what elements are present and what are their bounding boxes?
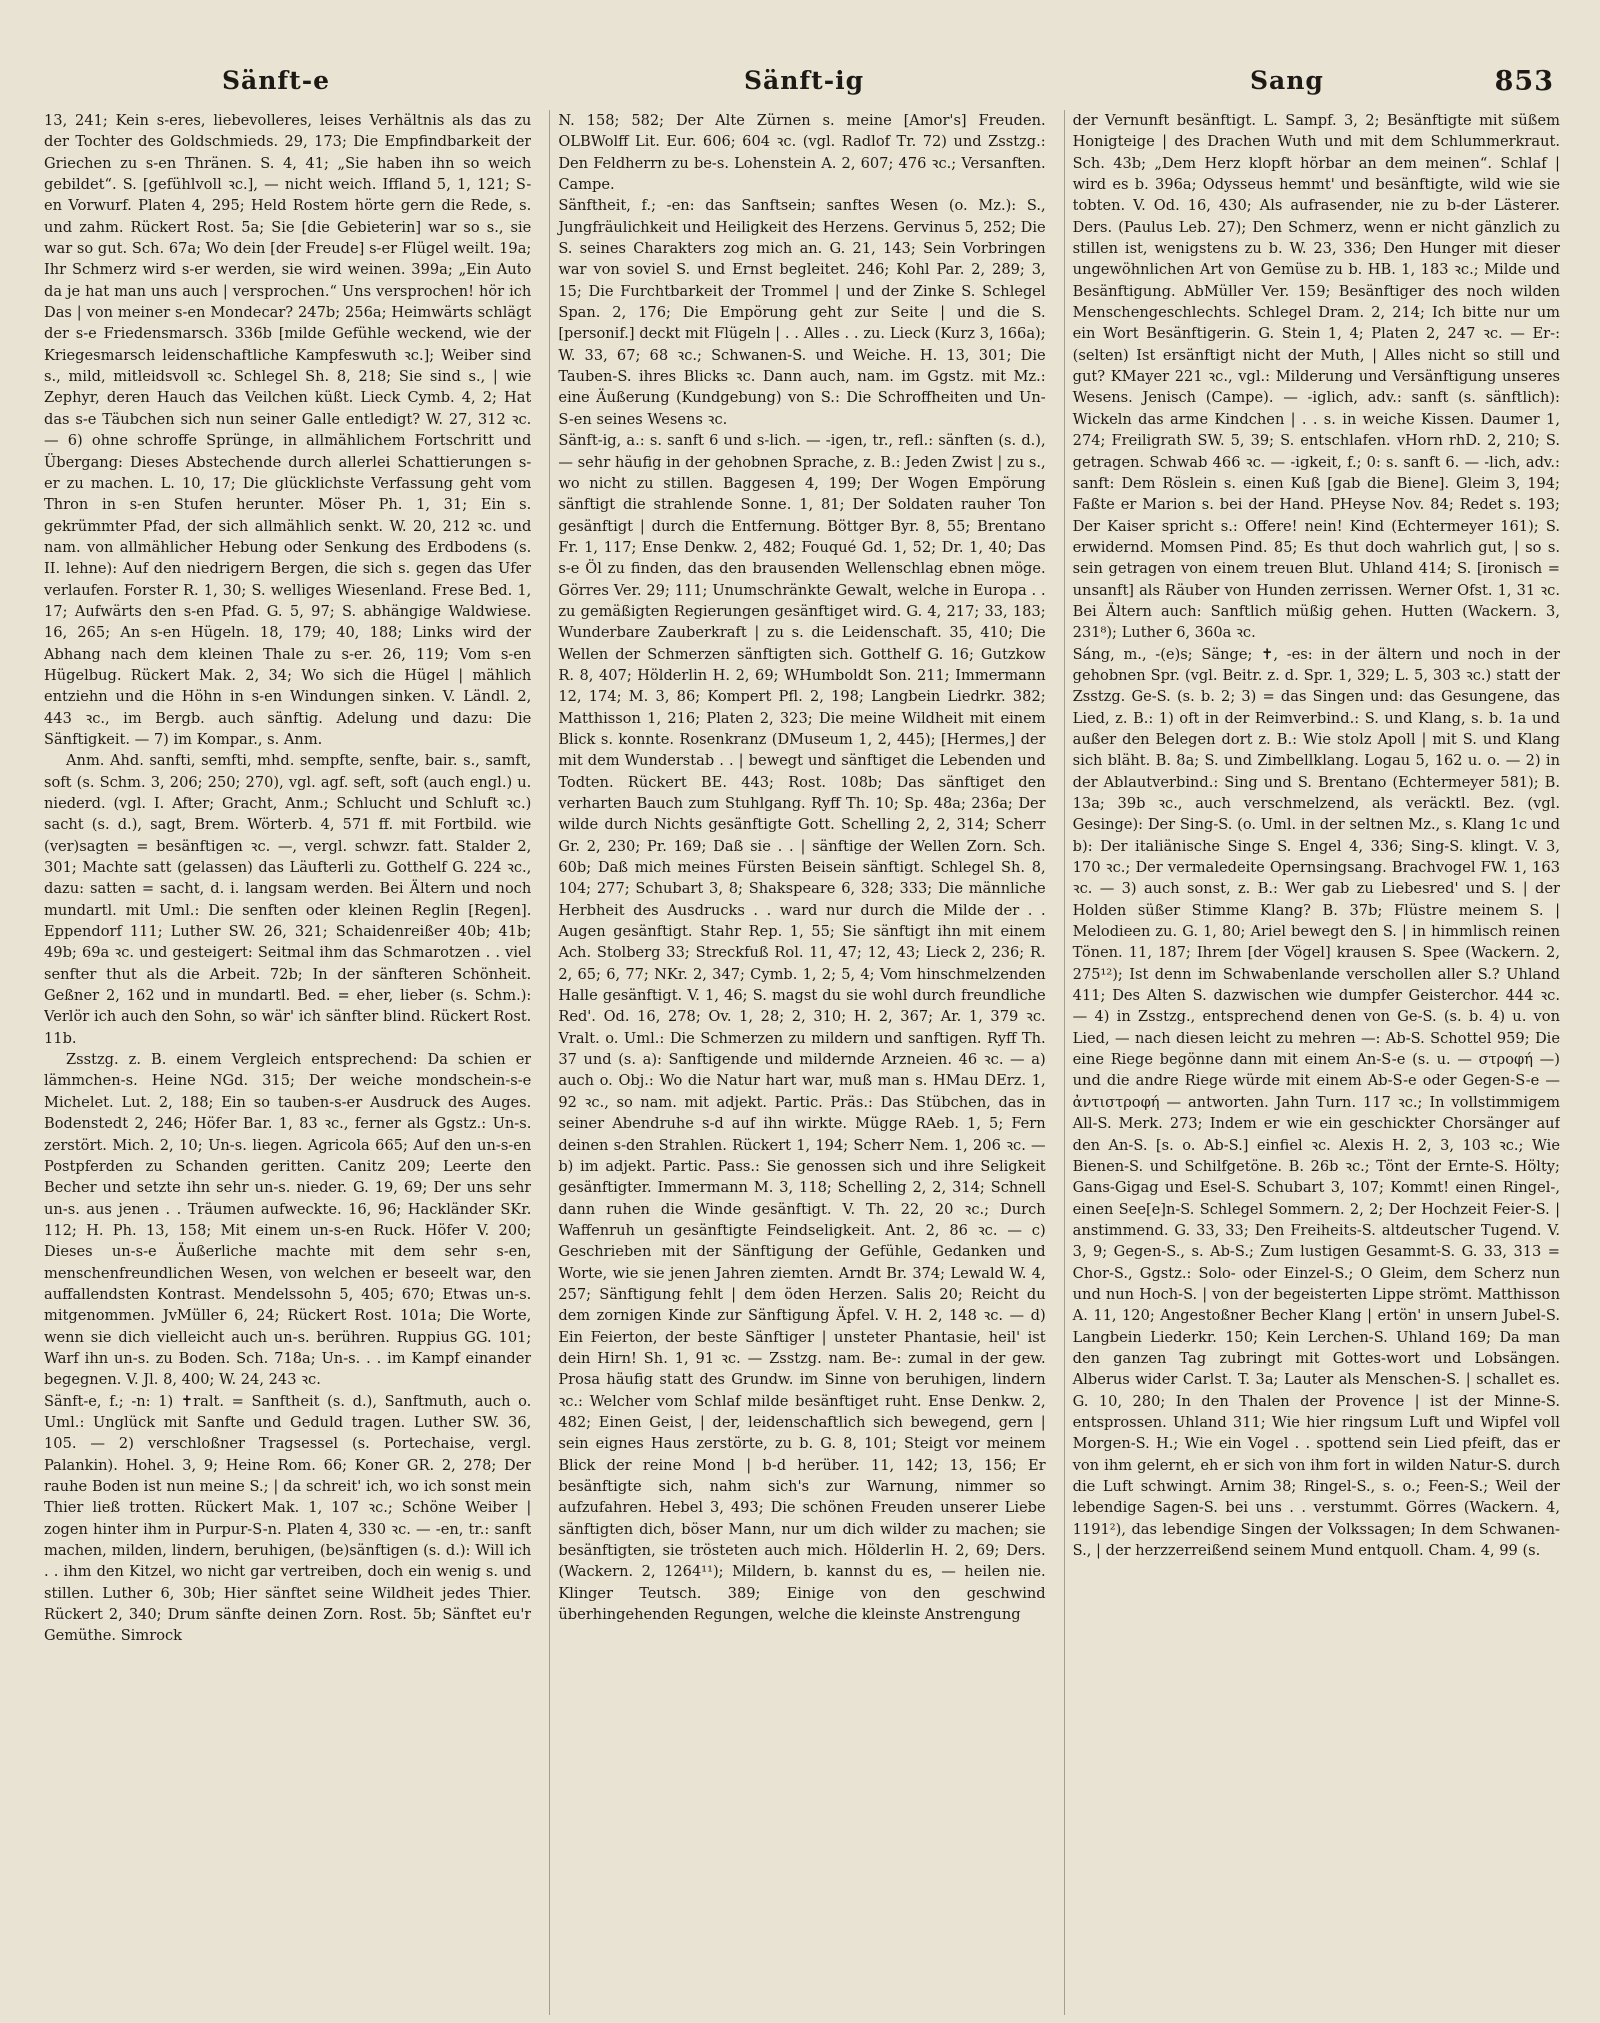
entry-paragraph: Sänft-e, f.; -n: 1) ✝ralt. = Sanftheit (s. d.), Sanftmuth, auch o. Uml.: Unglück mit Sanfte und Geduld tragen. Luther SW. 36, 105. — 2) verschloßner Tragsessel (s. Portechaise, vergl. Palankin). Hohel. 3, 9; Heine Rom. 66; Koner GR. 2, 278; Der rauhe Boden ist nun meine S.; | da schreit' ich, wo ich sonst mein Thier ließ trotten. Rückert Mak. 1, 107 ꝛc.; Schöne Weiber | zogen hinter ihm in Purpur-S-n. Platen 4, 330 ꝛc. — -en, tr.: sanft machen, milden, lindern, beruhigen, (be)sänftigen (s. d.): Will ich . . ihm den Kitzel, wo nicht gar vertreiben, doch ein wenig s. und stillen. Luther 6, 30b; Hier sänftet seine Wildheit jedes Thier. Rückert 2, 340; Drum sänfte deinen Zorn. Rost. 5b; Sänftet eu'r Gemüthe. Simrock (44, 1392, 532, 1645)
page-number: 853 (1494, 66, 1554, 97)
running-header (44, 58, 1560, 108)
entry-paragraph: Sáng, m., -(e)s; Sänge; ✝, -es: in der ältern und noch in der gehobnen Spr. (vgl. Beitr. z. d. Spr. 1, 329; L. 5, 303 ꝛc.) statt der Zsstzg. Ge-S. (s. b. 2; 3) = das Singen und: das Gesungene, das Lied, z. B.: 1) oft in der Reimverbind.: S. und Klang, s. b. 1a und außer den Belegen dort z. B.: Wie stolz Apoll | mit S. und Klang sich bläht. B. 8a; S. und Zimbellklang. Logau 5, 162 u. o. — 2) in der Ablautverbind.: Sing und S. Brentano (Echtermeyer 581); B. 13a; 39b ꝛc., auch verschmelzend, als veräcktl. Bez. (vgl. Gesinge): Der Sing-S. (o. Uml. in der seltnen Mz., s. Klang 1c und b): Der italiänische Singe S. Engel 4, 336; Sing-S. klingt. V. 3, 170 ꝛc.; Der vermaledeite Opernsingsang. Brachvogel FW. 1, 163 ꝛc. — 3) auch sonst, z. B.: Wer gab zu Liebesred' und S. | der Holden süßer Stimme Klang? B. 37b; Flüstre meinem S. | Melodieen zu. G. 1, 80; Ariel bewegt den S. | in himmlisch reinen Tönen. 11, 187; Ihrem [der Vögel] krausen S. Spee (Wackern. 2, 275¹²); Ist denn im Schwabenlande verschollen aller S.? Uhland 411; Des Alten S. dazwischen wie dumpfer Geisterchor. 444 ꝛc. — 4) in Zsstzg., entsprechend denen von Ge-S. (s. b. 4) u. von Lied, — nach diesen leicht zu mehren —: Ab-S. Schottel 959; Die eine Riege begönne dann mit einem An-S-e (s. u. — στροφή —) und die andre Riege würde mit einem Ab-S-e oder Gegen-S-e — ἀντιστροφή — antworten. Jahn Turn. 117 ꝛc.; In vollstimmigem All-S. Merk. 273; Indem er wie ein geschickter Chorsänger auf den An-S. [s. o. Ab-S.] einfiel ꝛc. Alexis H. 2, 3, 103 ꝛc.; Wie Bienen-S. und Schilfgetöne. B. 26b ꝛc.; Tönt der Ernte-S. Hölty; Gans-Gigag und Esel-S. Schubart 3, 107; Kommt! einen Ringel-, einen See[e]n-S. Schlegel Sommern. 2, 2; Der Hochzeit Feier-S. | anstimmend. G. 33, 33; Den Freiheits-S. altdeutscher Tugend. V. 3, 9; Gegen-S., s. Ab-S.; Zum lustigen Gesammt-S. G. 33, 313 = Chor-S., Ggstz.: Solo- oder Einzel-S.; O Gleim, dem Scherz nun und nun Hoch-S. | von der begeisterten Lippe strömt. Matthisson A. 11, 120; Angestoßner Becher Klang | ertön' in unsern Jubel-S. Langbein Liederkr. 150; Kein Lerchen-S. Uhland 169; Da man den ganzen Tag zubringt mit Gottes-wort und Lobsängen. Alberus wider Carlst. T. 3a; Lauter als Menschen-S. | schallet es. G. 10, 280; In den Thalen der Provence | ist der Minne-S. entsprossen. Uhland 311; Wie hier ringsum Luft und Wipfel voll Morgen-S. H.; Wie ein Vogel . . spottend sein Lied pfeift, das er von ihm gelernt, eh er sich von ihm fort in wilden Natur-S. durch die Luft schwingt. Arnim 38; Ringel-S., s. o.; Feen-S.; Weil der lebendige Sagen-S. bei uns . . verstummt. Görres (Wackern. 4, 1191²), das lebendige Singen der Volkssagen; In dem Schwanen-S., | der herzzerreißend seinem Mund entquoll. Cham. 4, 99 (s. (1072, 645, 1560, 1560)
compound-paragraph: Zsstzg. z. B. einem Vergleich entsprechend: Da schien er lämmchen-s. Heine NGd. 315; Der weiche mondschein-s-e Michelet. Lut. 2, 188; Ein so tauben-s-er Ausdruck des Auges. Bodenstedt 2, 246; Höfer Bar. 1, 83 ꝛc., ferner als Ggstz.: Un-s. zerstört. Mich. 2, 10; Un-s. liegen. Agricola 665; Auf den un-s-en Postpferden zu Schanden geritten. Canitz 209; Leerte den Becher und setzte ihn sehr un-s. nieder. G. 19, 69; Der uns sehr un-s. aus jenen . . Träumen aufweckte. 16, 96; Hackländer SKr. 112; H. Ph. 13, 158; Mit einem un-s-en Ruck. Höfer V. 200; Dieses un-s-e Äußerliche machte mit dem sehr s-en, menschenfreundlichen Wesen, von welchen er beseelt war, den auffallendsten Kontrast. Mendelssohn 5, 405; 670; Etwas un-s. mitgenommen. JvMüller 6, 24; Rückert Rost. 101a; Die Worte, wenn sie dich vielleicht auch un-s. berühren. Ruppius GG. 101; Warf ihn un-s. zu Boden. Sch. 718a; Un-s. . . im Kampf einander begegnen. V. Jl. 8, 400; W. 24, 243 ꝛc. (44, 1051, 532, 1389)
entry-paragraph: Sänft-ig, a.: s. sanft 6 und s-lich. — -igen, tr., refl.: sänften (s. d.), — sehr häufig in der gehobnen Sprache, z. B.: Jeden Zwist | zu s., wo nicht zu stillen. Baggesen 4, 199; Der Wogen Empörung sänftigt die strahlende Sonne. 1, 81; Der Soldaten rauher Ton gesänftigt | durch die Entfernung. Böttger Byr. 8, 55; Brentano Fr. 1, 117; Ense Denkw. 2, 482; Fouqué Gd. 1, 52; Dr. 1, 40; Das s-e Öl zu finden, das den brausenden Wellenschlag ebnen möge. Görres Ver. 29; 111; Unumschränkte Gewalt, welche in Europa . . zu gemäßigten Regierungen gesänftiget wird. G. 4, 217; 33, 183; Wunderbare Zauberkraft | zu s. die Leidenschaft. 35, 410; Die Wellen der Schmerzen sänftigten sich. Gotthelf G. 16; Gutzkow R. 8, 407; Hölderlin H. 2, 69; WHumboldt Son. 211; Immermann 12, 174; M. 3, 86; Kompert Pfl. 2, 198; Langbein Liedrkr. 382; Matthisson 1, 216; Platen 2, 323; Die meine Wildheit mit einem Blick s. konnte. Rosenkranz (DMuseum 1, 2, 445); [Hermes,] der mit dem Wunderstab . . | bewegt und sänftiget die Lebenden und Todten. Rückert BE. 443; Rost. 108b; Das sänftiget den verharten Bauch zum Stuhlgang. Ryff Th. 10; Sp. 48a; 236a; Der wilde durch Nichts gesänftigte Gott. Schelling 2, 2, 314; Scherr Gr. 2, 230; Pr. 169; Daß sie . . | sänftige der Wellen Zorn. Sch. 60b; Daß mich meines Fürsten Beisein sänftigt. Schlegel Sh. 8, 104; 277; Schubart 3, 8; Shakspeare 6, 328; 333; Die männliche Herbheit des Ausdrucks . . ward nur durch die Milde der . . Augen gesänftigt. Stahr Rep. 1, 55; Sie sänftigt ihn mit einem Ach. Stolberg 33; Streckfuß Rol. 11, 47; 12, 43; Lieck 2, 236; R. 2, 65; 6, 77; NKr. 2, 347; Cymb. 1, 2; 5, 4; Vom hinschmelzenden Halle gesänftigt. V. 1, 46; S. magst du sie wohl durch freundliche Red'. Od. 16, 278; Ov. 1, 28; 2, 310; H. 2, 367; Ar. 1, 379 ꝛc. Vralt. o. Uml.: Die Schmerzen zu mildern und sanftigen. Ryff Th. 37 und (s. a): Sanftigende und mildernde Arzneien. 46 ꝛc. — a) auch o. Obj.: Wo die Natur hart war, muß man s. HMau DErz. 1, 92 ꝛc., so nam. mit adjekt. Partic. Präs.: Das Stübchen, das in seiner Abendruhe s-d auf ihn wirkte. Mügge RAeb. 1, 5; Fern deinen s-den Strahlen. Rückert 1, 194; Scherr Nem. 1, 206 ꝛc. — b) im adjekt. Partic. Pass.: Sie genossen sich und ihre Seligkeit gesänftigter. Immermann M. 3, 118; Schelling 2, 2, 314; Schnell dann ruhen die Winde gesänftigt. V. Th. 22, 20 ꝛc.; Durch Waffenruh un gesänftigte Feindseligkeit. Ant. 2, 86 ꝛc. — c) Geschrieben mit der Sänftigung der Gefühle, Gedanken und Worte, wie sie jenen Jahren ziemten. Arndt Br. 374; Lewald W. 4, 257; Sänftigung fehlt | dem öden Herzen. Salis 20; Reicht du dem zornigen Kinde zur Sänftigung Äpfel. V. H. 2, 148 ꝛc. — d) Ein Feierton, der beste Sänftiger | unsteter Phantasie, heil' ist dein Hirn! Sh. 1, 91 ꝛc. — Zsstzg. nam. Be-: zumal in der gew. Prosa häufig statt des Grundw. im Sinne von beruhigen, lindern ꝛc.: Welcher vom Schlaf milde besänftiget ruht. Ense Denkw. 2, 482; Einen Geist, | der, leidenschaftlich sich bewegend, gern | sein eignes Haus zerstörte, zu b. G. 8, 101; Steigt vor meinem Blick der reine Mond | b-d herüber. 11, 142; 13, 156; Er besänftigte sich, nahm sich's zur Warnung, nimmer so aufzufahren. Hebel 3, 493; Die schönen Freuden unserer Liebe sänftigten dich, böser Mann, nur um dich wilder zu machen; sie besänftigten, sie trösteten auch mich. Hölderlin H. 2, 69; Ders. (Wackern. 2, 1264¹¹); Mildern, b. kannst du es, — heilen nie. Klinger Teutsch. 389; Einige von den geschwind überhingehenden Regungen, welche die kleinste Anstrengung (558, 432, 1046, 1624)
header-center-keyword: Sänft-ig (744, 66, 865, 95)
entry-paragraph: der Vernunft besänftigt. L. Sampf. 3, 2; Besänftigte mit süßem Honigteige | des Drachen Wuth und mit dem Schlummerkraut. Sch. 43b; „Dem Herz klopft hörbar an dem meinen“. Schlaf | wird es b. 396a; Odysseus hemmt' und besänftigte, wild wie sie tobten. V. Od. 16, 430; Als aufrasender, nie zu b-der Lästerer. Ders. (Paulus Leb. 27); Den Schmerz, wenn er nicht gänzlich zu stillen ist, wenigstens zu b. W. 23, 336; Den Hunger mit dieser ungewöhnlichen Art von Gemüse zu b. HB. 1, 183 ꝛc.; Milde und Besänftigung. AbMüller Ver. 159; Besänftiger des noch wilden Menschengeschlechts. Schlegel Dram. 2, 214; Ich bitte nur um ein Wort Besänftigerin. G. Stein 1, 4; Platen 2, 247 ꝛc. — Er-: (selten) Ist ersänftigt nicht der Muth, | Alles nicht so still und gut? KMayer 221 ꝛc., vgl.: Milderung und Versänftigung unseres Wesens. Jenisch (Campe). — -iglich, adv.: sanft (s. sänftlich): Wickeln das arme Kindchen | . . s. in weiche Kissen. Daumer 1, 274; Freiligrath SW. 5, 39; S. entschlafen. vHorn rhD. 2, 210; S. getragen. Schwab 466 ꝛc. — -igkeit, f.; 0: s. sanft 6. — -lich, adv.: sanft: Dem Röslein s. einen Kuß [gab die Biene]. Gleim 3, 194; Faßte er Marion s. bei der Hand. PHeyse Nov. 84; Redet s. 193; Der Kaiser spricht s.: Offere! nein! Kind (Echtermeyer 161); S. erwidernd. Momsen Pind. 85; Es thut doch wahrlich gut, | so s. sein getragen von einem treuen Blut. Uhland 414; S. [ironisch = unsanft] als Räuber von Hunden zerrissen. Werner Ofst. 1, 31 ꝛc. Bei Ältern auch: Sanftlich müßig gehen. Hutten (Wackern. 3, 231⁸); Luther 6, 360a ꝛc. (1072, 112, 1560, 642)
column-middle (549, 110, 1045, 2015)
entry-paragraph: 13, 241; Kein s-eres, liebevolleres, leises Verhältnis als das zu der Tochter des Goldschmieds. 29, 173; Die Empfindbarkeit der Griechen zu s-en Thränen. S. 4, 41; „Sie haben ihn so weich gebildet“. S. [gefühlvoll ꝛc.], — nicht weich. Iffland 5, 1, 121; S-en Vorwurf. Platen 4, 295; Held Rostem hörte gern die Rede, s. und zahm. Rückert Rost. 5a; Sie [die Gebieterin] war so s., sie war so gut. Sch. 67a; Wo dein [der Freude] s-er Flügel weilt. 19a; Ihr Schmerz wird s-er werden, sie wird weinen. 399a; „Ein Auto da je hat man uns auch | versprochen.“ Uns versprochen! hör ich Das | von meiner s-en Mondecar? 247b; 256a; Heimwärts schlägt der s-e Friedensmarsch. 336b [milde Gefühle weckend, wie der Kriegesmarsch leidenschaftliche Kampfeswuth ꝛc.]; Weiber sind s., mild, mitleidsvoll ꝛc. Schlegel Sh. 8, 218; Sie sind s., | wie Zephyr, deren Hauch das Veilchen küßt. Lieck Cymb. 4, 2; Hat das s-e Täubchen sich nun seiner Galle entledigt? W. 27, 312 ꝛc. — 6) ohne schroffe Sprünge, in allmählichem Fortschritt und Übergang: Dieses Abstechende durch allerlei Schattierungen s-er zu machen. L. 10, 17; Die glücklichste Verfassung geht vom Thron in s-en Stufen herunter. Möser Ph. 1, 31; Ein s. gekrümmter Pfad, der sich allmählich senkt. W. 20, 212 ꝛc. und nam. von allmählicher Hebung oder Senkung des Erdbodens (s. II. lehne): Auf den niedrigern Bergen, die sich s. gegen das Ufer verlaufen. Forster R. 1, 30; S. welliges Wiesenland. Frese Bed. 1, 17; Aufwärts den s-en Pfad. G. 5, 97; S. abhängige Waldwiese. 16, 265; An s-en Hügeln. 18, 179; 40, 188; Links wird der Abhang nach dem kleinen Thale zu s-er. 26, 119; Vom s-en Hügelbug. Rückert Mak. 2, 34; Wo sich die Hügel | mählich entziehn und die Höhn in s-en Windungen sinken. V. Ländl. 2, 443 ꝛc., im Bergb. auch sänftig. Adelung und dazu: Die Sänftigkeit. — 7) im Kompar., s. Anm. (44, 112, 532, 748)
text-columns (44, 110, 1560, 2015)
column-right (1064, 110, 1560, 2015)
column-left (44, 110, 531, 2015)
entry-paragraph: Sänftheit, f.; -en: das Sanftsein; sanftes Wesen (o. Mz.): S., Jungfräulichkeit und Heiligkeit des Herzens. Gervinus 5, 252; Die S. seines Charakters zog mich an. G. 21, 143; Sein Vorbringen war von soviel S. und Ernst begleitet. 246; Kohl Par. 2, 289; 3, 15; Die Furchtbarkeit der Trommel | und der Zinke S. Schlegel Span. 2, 176; Die Empörung geht zur Seite | und die S. [personif.] deckt mit Flügeln | . . Alles . . zu. Lieck (Kurz 3, 166a); W. 33, 67; 68 ꝛc.; Schwanen-S. und Weiche. H. 13, 301; Die Tauben-S. ihres Blicks ꝛc. Dann auch, nam. im Ggstz. mit Mz.: eine Äußerung (Kundgebung) von S.: Die Schroffheiten und Un-S-en seines Wesens ꝛc. (558, 197, 1046, 428)
entry-paragraph: N. 158; 582; Der Alte Zürnen s. meine [Amor's] Freuden. OLBWolff Lit. Eur. 606; 604 ꝛc. (vgl. Radlof Tr. 72) und Zsstzg.: Den Feldherrn zu be-s. Lohenstein A. 2, 607; 476 ꝛc.; Versanften. Campe. (558, 112, 1046, 194)
header-right-keyword: Sang (1250, 66, 1324, 95)
annotation-paragraph: Anm. Ahd. sanfti, semfti, mhd. sempfte, senfte, bair. s., samft, soft (s. Schm. 3, 206; 250; 270), vgl. agf. seft, soft (auch engl.) u. niederd. (vgl. I. After; Gracht, Anm.; Schlucht und Schluft ꝛc.) sacht (s. d.), sagt, Brem. Wörterb. 4, 571 ff. mit Fortbild. wie (ver)sagten = besänftigen ꝛc. —, vergl. schwzr. fatt. Stalder 2, 301; Machte satt (gelassen) das Läufterli zu. Gotthelf G. 224 ꝛc., dazu: satten = sacht, d. i. langsam werden. Bei Ältern und noch mundartl. mit Uml.: Die senften oder kleinen Reglin [Regen]. Eppendorf 111; Luther SW. 26, 321; Schaidenreißer 40b; 41b; 49b; 69a ꝛc. und gesteigert: Seitmal ihm das Schmarotzen . . viel senfter thut als die Arbeit. 72b; In der sänfteren Schönheit. Geßner 2, 162 und in mundartl. Bed. = eher, lieber (s. Schm.): Verlör ich auch den Sohn, so wär' ich sänfter blind. Rückert Rost. 11b. (44, 752, 532, 1047)
header-left-keyword: Sänft-e (222, 66, 331, 95)
